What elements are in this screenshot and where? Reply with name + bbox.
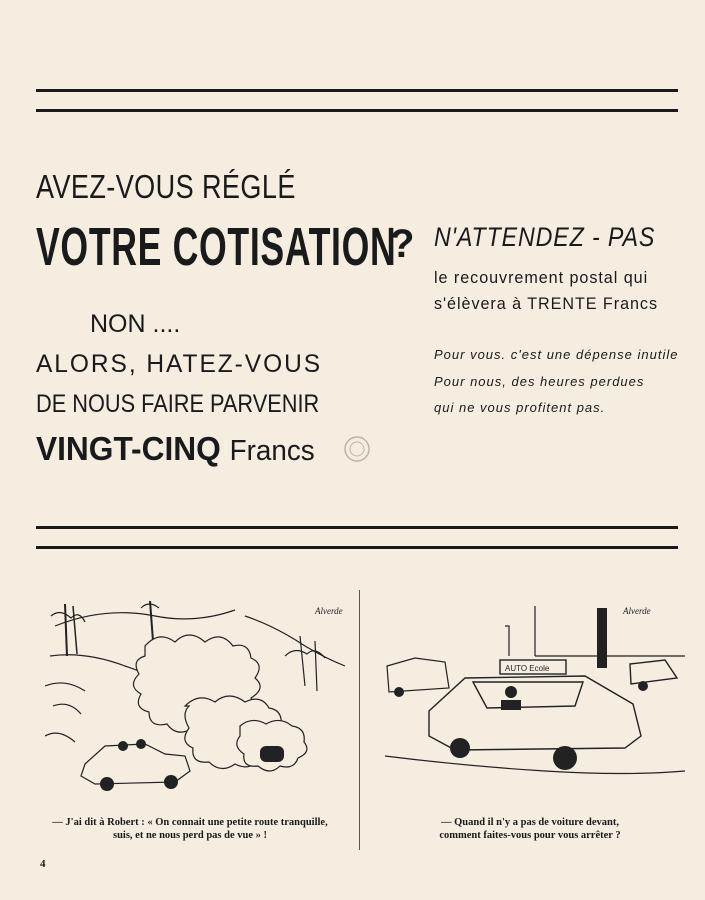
cartoon1-caption-line2: suis, et ne nous perd pas de vue » ! [112,830,268,841]
cartoon2-caption-line2: comment faites-vous pour vous arrêter ? [439,830,621,841]
amount-currency: Francs [229,435,315,467]
auto-ecole-sign: AUTO Ecole [505,664,550,673]
alors-text: ALORS, HATEZ-VOUS [36,350,323,378]
amount-text [36,430,315,468]
mid-rule-2 [36,546,678,549]
cartoon1-caption-line1: — J'ai dit à Robert : « On connait une petite route tranquille, [52,817,328,828]
non-text: NON .... [90,310,181,338]
cartoon1-signature: Alverde [315,606,343,616]
cartoon2-signature: Alverde [623,606,651,616]
cartoon2-caption [380,816,680,842]
notice-note3: qui ne vous profitent pas. [434,400,606,415]
amount-value: VINGT-CINQ [36,430,221,467]
question-mark: ? [390,222,415,266]
question-line1: AVEZ-VOUS RÉGLÉ [36,168,296,205]
top-rule-1 [36,89,678,92]
cartoon1-caption [30,816,350,842]
notice-title: N'ATTENDEZ - PAS [434,222,656,252]
notice-line2: s'élèvera à TRENTE Francs [434,294,658,313]
cartoon-driving-school [385,596,685,806]
faire-parvenir-text: DE NOUS FAIRE PARVENIR [36,390,320,418]
cartoon-smoke-road [45,596,350,806]
page-number: 4 [40,858,46,870]
mid-rule-1 [36,526,678,529]
notice-line1: le recouvrement postal qui [434,268,649,287]
notice-note2: Pour nous, des heures perdues [434,374,645,389]
tree-trunk-shape [597,608,607,668]
cartoon-divider [359,590,360,850]
top-rule-2 [36,109,678,112]
library-stamp-icon [342,434,372,464]
notice-note1: Pour vous. c'est une dépense inutile [434,347,679,362]
cartoon2-caption-line1: — Quand il n'y a pas de voiture devant, [440,817,620,828]
question-line2: VOTRE COTISATION [36,217,397,277]
